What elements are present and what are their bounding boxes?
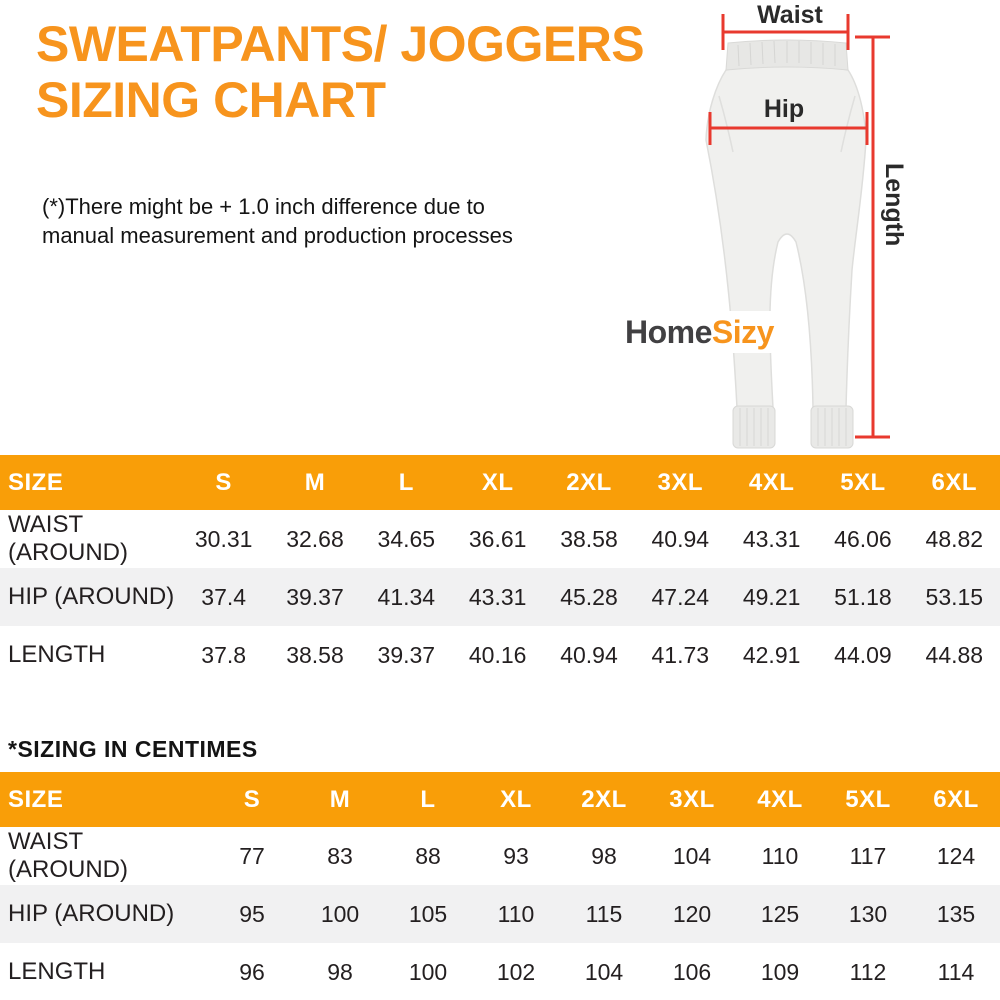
size-value-cell: 39.37 xyxy=(377,641,436,668)
table-row xyxy=(0,943,1000,1000)
table-row xyxy=(0,626,1000,684)
size-value-cell: 43.31 xyxy=(742,525,801,552)
page-title-line1: SWEATPANTS/ JOGGERS xyxy=(36,16,645,72)
size-value-cell: 44.88 xyxy=(925,641,984,668)
column-header: S xyxy=(208,772,296,827)
row-label: WAIST (AROUND) xyxy=(8,828,128,883)
size-value-cell: 32.68 xyxy=(286,525,344,552)
size-value-cell: 109 xyxy=(760,958,800,985)
column-header: 4XL xyxy=(736,772,824,827)
row-label: LENGTH xyxy=(8,958,106,985)
size-value-cell: 83 xyxy=(327,842,353,869)
size-value-cell: 77 xyxy=(239,842,265,869)
hip-measure-label: Hip xyxy=(763,95,805,123)
size-value-cell: 40.94 xyxy=(651,525,710,552)
row-label: WAIST (AROUND) xyxy=(8,511,128,566)
column-header: S xyxy=(178,455,269,510)
table-row xyxy=(0,568,1000,626)
size-value-cell: 41.73 xyxy=(651,641,710,668)
size-value-cell: 40.94 xyxy=(560,641,618,668)
column-header: SIZE xyxy=(0,772,208,827)
joggers-measurement-figure xyxy=(600,0,930,455)
size-value-cell: 37.4 xyxy=(201,583,247,610)
size-value-cell: 44.09 xyxy=(834,641,892,668)
size-value-cell: 124 xyxy=(936,842,976,869)
column-header: 4XL xyxy=(726,455,817,510)
column-header: SIZE xyxy=(0,455,178,510)
size-value-cell: 98 xyxy=(327,958,353,985)
size-value-cell: 117 xyxy=(849,842,887,869)
size-value-cell: 98 xyxy=(591,842,617,869)
column-header: 5XL xyxy=(824,772,912,827)
size-value-cell: 53.15 xyxy=(925,583,984,610)
column-header: M xyxy=(296,772,384,827)
size-value-cell: 48.82 xyxy=(925,525,984,552)
column-header: 6XL xyxy=(909,455,1000,510)
size-value-cell: 38.58 xyxy=(560,525,618,552)
size-value-cell: 43.31 xyxy=(468,583,527,610)
size-value-cell: 30.31 xyxy=(194,525,253,552)
size-value-cell: 104 xyxy=(672,842,712,869)
size-table-cm xyxy=(0,772,1000,1000)
size-value-cell: 105 xyxy=(408,900,448,927)
size-value-cell: 34.65 xyxy=(377,525,436,552)
row-label: HIP (AROUND) xyxy=(8,583,175,610)
page-title xyxy=(36,16,644,128)
cm-section-label: *SIZING IN CENTIMES xyxy=(8,736,258,762)
size-value-cell: 41.34 xyxy=(377,583,436,610)
row-label: LENGTH xyxy=(8,641,106,668)
table-row xyxy=(0,827,1000,885)
size-value-cell: 100 xyxy=(408,958,448,985)
logo-text-home: Home xyxy=(625,313,712,350)
column-header: L xyxy=(384,772,472,827)
size-value-cell: 112 xyxy=(849,958,887,985)
size-value-cell: 110 xyxy=(497,900,535,927)
size-value-cell: 104 xyxy=(584,958,624,985)
size-value-cell: 45.28 xyxy=(560,583,618,610)
column-header: 2XL xyxy=(543,455,634,510)
size-value-cell: 47.24 xyxy=(651,583,710,610)
header-row xyxy=(0,772,1000,827)
length-measure-label: Length xyxy=(880,163,908,247)
size-value-cell: 95 xyxy=(239,900,265,927)
table-row xyxy=(0,885,1000,943)
size-value-cell: 46.06 xyxy=(834,525,892,552)
size-value-cell: 115 xyxy=(585,900,623,927)
joggers-cuffs xyxy=(733,406,853,448)
homesizy-logo xyxy=(600,311,788,353)
size-value-cell: 39.37 xyxy=(286,583,344,610)
column-header: 3XL xyxy=(648,772,736,827)
disclaimer-line1: (*)There might be + 1.0 inch difference due to xyxy=(42,194,485,219)
size-value-cell: 120 xyxy=(672,900,712,927)
size-value-cell: 110 xyxy=(761,842,799,869)
waist-measure-label: Waist xyxy=(757,1,823,29)
column-header: XL xyxy=(472,772,560,827)
measurement-disclaimer xyxy=(42,192,513,250)
size-value-cell: 114 xyxy=(937,958,975,985)
column-header: XL xyxy=(452,455,543,510)
size-value-cell: 40.16 xyxy=(468,641,527,668)
column-header: 3XL xyxy=(635,455,726,510)
size-value-cell: 100 xyxy=(320,900,360,927)
size-value-cell: 88 xyxy=(415,842,441,869)
logo-text-sizy: Sizy xyxy=(711,313,774,350)
size-value-cell: 135 xyxy=(936,900,976,927)
header-row xyxy=(0,455,1000,510)
size-value-cell: 51.18 xyxy=(834,583,892,610)
column-header: 2XL xyxy=(560,772,648,827)
size-value-cell: 93 xyxy=(503,842,529,869)
size-table-inches xyxy=(0,455,1000,684)
size-value-cell: 49.21 xyxy=(742,583,801,610)
size-value-cell: 106 xyxy=(672,958,712,985)
column-header: 6XL xyxy=(912,772,1000,827)
size-value-cell: 96 xyxy=(239,958,265,985)
column-header: L xyxy=(361,455,452,510)
size-value-cell: 36.61 xyxy=(468,525,527,552)
table-row xyxy=(0,510,1000,568)
size-value-cell: 37.8 xyxy=(201,641,247,668)
column-header: 5XL xyxy=(817,455,908,510)
page-title-line2: SIZING CHART xyxy=(36,72,386,128)
size-value-cell: 130 xyxy=(848,900,888,927)
column-header: M xyxy=(269,455,360,510)
disclaimer-line2: manual measurement and production processes xyxy=(42,223,513,248)
size-value-cell: 42.91 xyxy=(742,641,801,668)
size-value-cell: 102 xyxy=(496,958,536,985)
row-label: HIP (AROUND) xyxy=(8,900,175,927)
size-value-cell: 125 xyxy=(760,900,800,927)
size-value-cell: 38.58 xyxy=(286,641,344,668)
